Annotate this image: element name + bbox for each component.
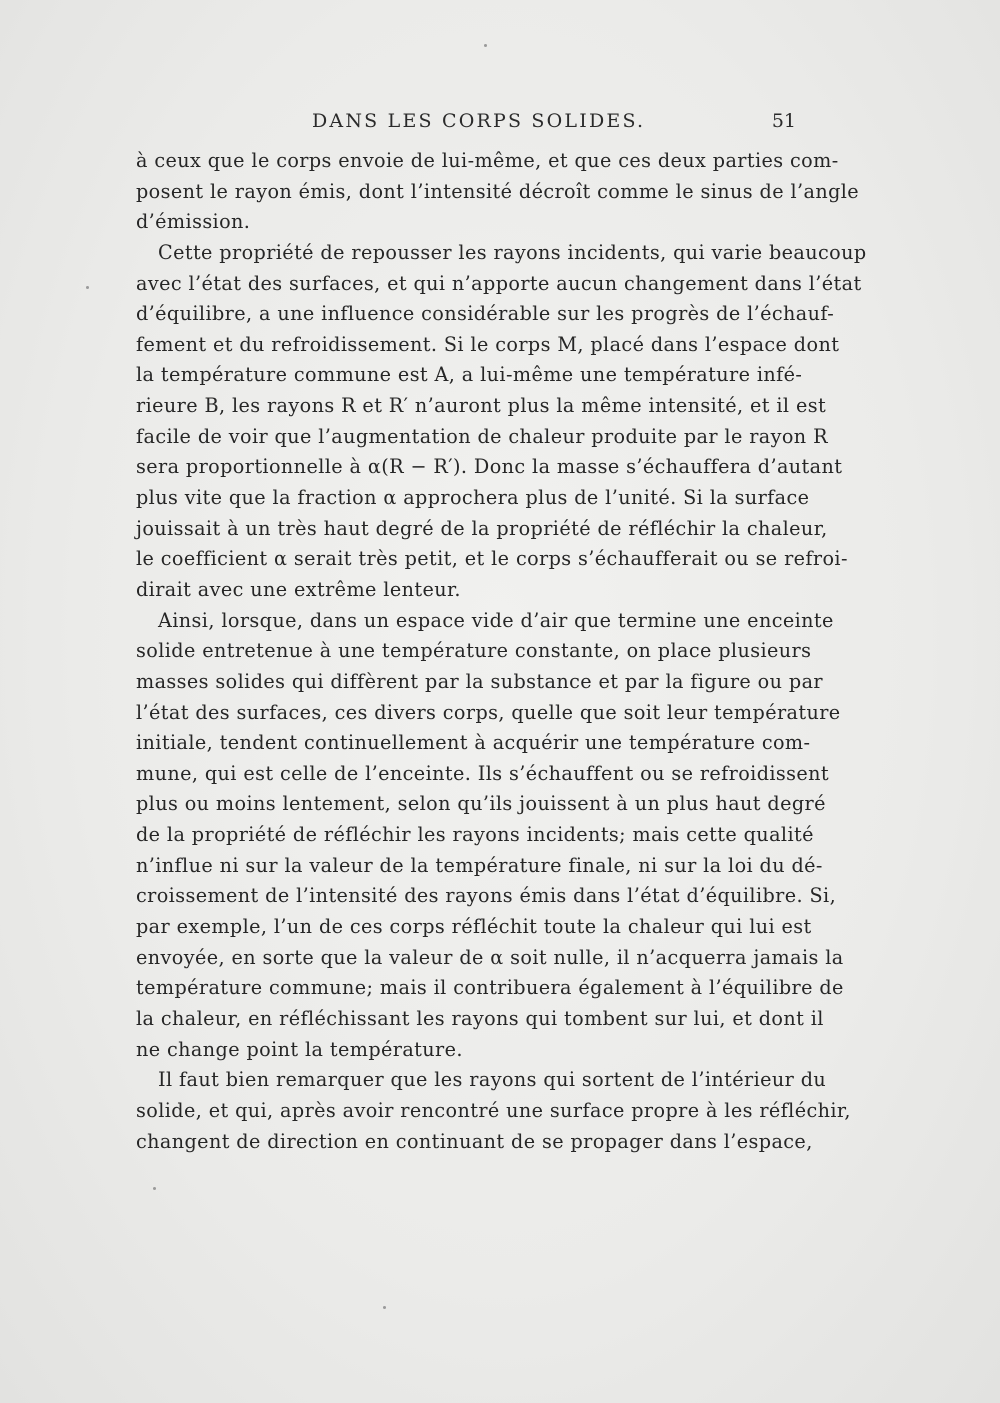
text-line: n’influe ni sur la valeur de la température finale, ni sur la loi du dé- bbox=[136, 853, 823, 877]
text-line: jouissait à un très haut degré de la propriété de réfléchir la chaleur, bbox=[136, 516, 828, 540]
text-line: sera proportionnelle à α(R − R′). Donc la masse s’échauffera d’autant bbox=[136, 455, 843, 479]
text-line: l’état des surfaces, ces divers corps, quelle que soit leur température bbox=[136, 700, 841, 724]
text-line: posent le rayon émis, dont l’intensité décroît comme le sinus de l’angle bbox=[136, 179, 860, 203]
text-line: par exemple, l’un de ces corps réfléchit toute la chaleur qui lui est bbox=[136, 915, 812, 939]
text-line: envoyée, en sorte que la valeur de α soit nulle, il n’acquerra jamais la bbox=[136, 945, 844, 969]
text-line: ne change point la température. bbox=[136, 1037, 463, 1061]
paragraph bbox=[136, 238, 867, 606]
text-line: la température commune est A, a lui-même une température infé- bbox=[136, 363, 803, 387]
text-line: dirait avec une extrême lenteur. bbox=[136, 577, 461, 601]
paper-speck bbox=[153, 1187, 156, 1190]
text-line: solide entretenue à une température constante, on place plusieurs bbox=[136, 639, 812, 663]
paper-speck bbox=[484, 44, 487, 47]
text-line: fement et du refroidissement. Si le corps M, placé dans l’espace dont bbox=[136, 332, 840, 356]
text-line: croissement de l’intensité des rayons émis dans l’état d’équilibre. Si, bbox=[136, 884, 837, 908]
page-number: 51 bbox=[771, 110, 796, 132]
text-line: plus vite que la fraction α approchera plus de l’unité. Si la surface bbox=[136, 486, 810, 510]
text-line: température commune; mais il contribuera également à l’équilibre de bbox=[136, 976, 844, 1000]
text-line: rieure B, les rayons R et R′ n’auront plus la même intensité, et il est bbox=[136, 394, 827, 418]
text-line: d’émission. bbox=[136, 210, 251, 234]
body-text bbox=[136, 146, 867, 1157]
text-line: avec l’état des surfaces, et qui n’apporte aucun changement dans l’état bbox=[136, 271, 862, 295]
text-line: solide, et qui, après avoir rencontré une surface propre à les réfléchir, bbox=[136, 1098, 851, 1122]
paragraph bbox=[136, 1065, 851, 1157]
text-line: de la propriété de réfléchir les rayons incidents; mais cette qualité bbox=[136, 823, 814, 847]
text-line: le coefficient α serait très petit, et le corps s’échaufferait ou se refroi- bbox=[136, 547, 848, 571]
paper-speck bbox=[383, 1306, 386, 1309]
text-line: la chaleur, en réfléchissant les rayons qui tombent sur lui, et dont il bbox=[136, 1006, 824, 1030]
text-line: à ceux que le corps envoie de lui-même, et que ces deux parties com- bbox=[136, 149, 839, 172]
text-line: plus ou moins lentement, selon qu’ils jouissent à un plus haut degré bbox=[136, 792, 826, 816]
paragraph bbox=[136, 606, 844, 1066]
text-line: changent de direction en continuant de se propager dans l’espace, bbox=[136, 1129, 813, 1153]
paragraph bbox=[136, 146, 860, 238]
text-line: Cette propriété de repousser les rayons incidents, qui varie beaucoup bbox=[158, 240, 867, 264]
text-line: mune, qui est celle de l’enceinte. Ils s’échauffent ou se refroidissent bbox=[136, 761, 830, 785]
text-line: Il faut bien remarquer que les rayons qui sortent de l’intérieur du bbox=[158, 1068, 827, 1092]
page-header bbox=[136, 110, 796, 140]
text-line: facile de voir que l’augmentation de chaleur produite par le rayon R bbox=[136, 424, 828, 448]
paper-speck bbox=[86, 286, 89, 289]
text-line: Ainsi, lorsque, dans un espace vide d’air que termine une enceinte bbox=[158, 608, 834, 632]
text-line: masses solides qui diffèrent par la substance et par la figure ou par bbox=[136, 669, 823, 693]
text-line: initiale, tendent continuellement à acquérir une température com- bbox=[136, 731, 811, 755]
text-line: d’équilibre, a une influence considérable sur les progrès de l’échauf- bbox=[136, 302, 835, 326]
running-title: DANS LES CORPS SOLIDES. bbox=[312, 110, 646, 132]
